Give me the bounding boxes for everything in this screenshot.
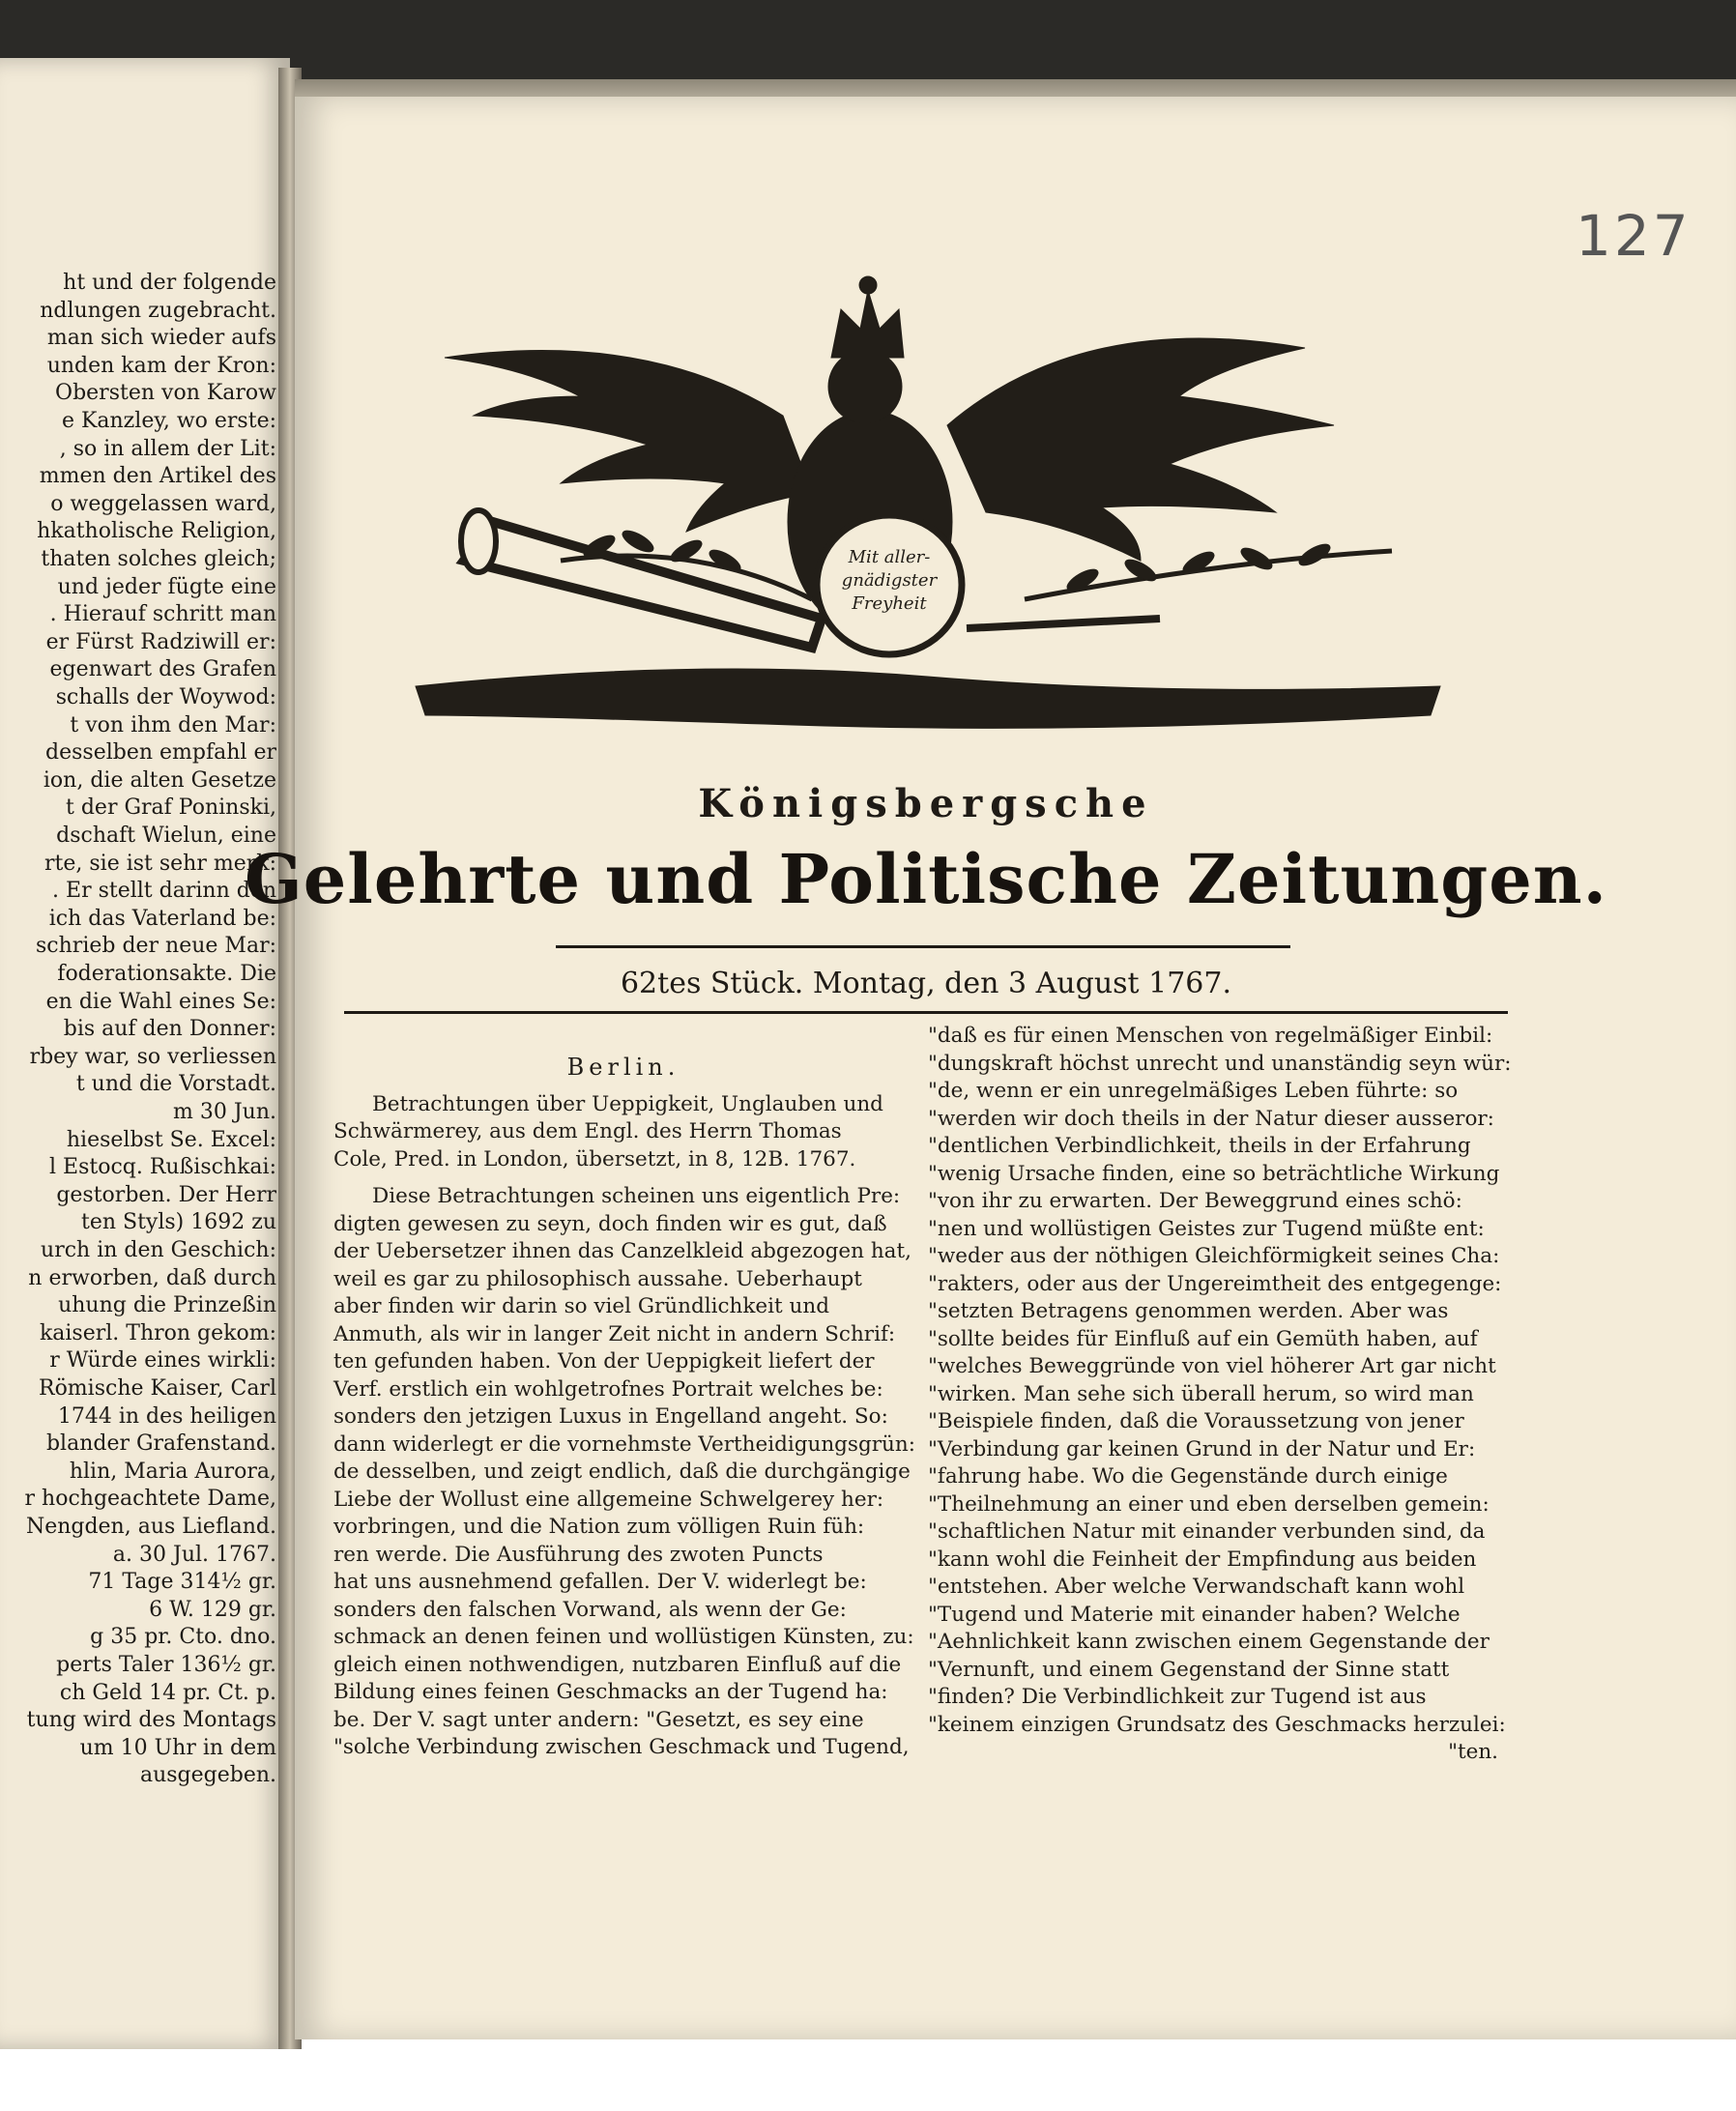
eagle-vignette-icon xyxy=(406,251,1450,754)
left-page-text-line: rbey war, so verliessen xyxy=(29,1044,276,1069)
left-page-text-line: r hochgeachtete Dame, xyxy=(24,1487,276,1512)
svg-text:gnädigster: gnädigster xyxy=(841,570,938,591)
article-line: "dentlichen Verbindlichkeit, theils in der Erfahrung xyxy=(928,1134,1471,1158)
left-page-text-line: ten Styls) 1692 zu xyxy=(80,1210,276,1235)
article-line: "kann wohl die Feinheit der Empfindung aus beiden xyxy=(928,1547,1477,1572)
left-page-text-line: man sich wieder aufs xyxy=(46,326,276,351)
article-line: "welches Beweggründe von viel höherer Art gar nicht xyxy=(928,1354,1496,1378)
left-page-text-line: um 10 Uhr in dem xyxy=(79,1735,276,1760)
article-line: sonders den falschen Vorwand, als wenn der Ge: xyxy=(333,1597,847,1622)
left-page-text-line: schalls der Woywod: xyxy=(55,685,276,709)
article-line: "dungskraft höchst unrecht und unanständig seyn wür: xyxy=(928,1051,1512,1076)
article-line: de desselben, und zeigt endlich, daß die durchgängige xyxy=(333,1460,911,1484)
left-page-text-line: t der Graf Poninski, xyxy=(66,795,276,821)
article-line: "entstehen. Aber welche Verwandschaft kann wohl xyxy=(928,1575,1465,1599)
article-line: "Theilnehmung an einer und eben derselben gemein: xyxy=(928,1491,1490,1517)
article-line: digten gewesen zu seyn, doch finden wir es gut, daß xyxy=(333,1211,887,1236)
left-page-text-line: t von ihm den Mar: xyxy=(70,712,276,737)
left-page-text-line: , so in allem der Lit: xyxy=(59,436,276,461)
left-page-text-line: ndlungen zugebracht. xyxy=(40,298,276,323)
article-line: sonders den jetzigen Luxus in Engelland angeht. So: xyxy=(333,1404,888,1429)
left-page-text-line: mmen den Artikel des xyxy=(39,464,276,489)
left-page-text-line: a. 30 Jul. 1767. xyxy=(112,1542,276,1567)
article-line: gleich einen nothwendigen, nutzbaren Einfluß auf die xyxy=(333,1652,902,1677)
article-line: be. Der V. sagt unter andern: "Gesetzt, es sey eine xyxy=(333,1707,864,1732)
left-page-text-line: dschaft Wielun, eine xyxy=(56,824,276,848)
left-page-text-line: g 35 pr. Cto. dno. xyxy=(90,1625,276,1650)
issue-line: 62tes Stück. Montag, den 3 August 1767. xyxy=(620,967,1232,1000)
paragraph-gap xyxy=(333,1173,913,1183)
article-line: "daß es für einen Menschen von regelmäßiger Einbil: xyxy=(928,1024,1493,1048)
left-page-text-line: perts Taler 136½ gr. xyxy=(56,1653,276,1677)
left-page-text-line: gestorben. Der Herr xyxy=(56,1182,276,1207)
article-line: Schwärmerey, aus dem Engl. des Herrn Thomas xyxy=(333,1119,842,1143)
left-page-text-line: Römische Kaiser, Carl xyxy=(39,1376,276,1401)
left-page-text-line: ion, die alten Gesetze xyxy=(43,767,276,793)
left-page-text-line: tung wird des Montags xyxy=(26,1708,276,1733)
left-page-text-line: unden kam der Kron: xyxy=(46,353,276,378)
article-line: "wirken. Man sehe sich überall herum, so wird man xyxy=(928,1381,1474,1406)
article-line: "ten. xyxy=(1448,1740,1498,1764)
left-page-text-line: bis auf den Donner: xyxy=(63,1017,276,1042)
left-page-text-line: egenwart des Grafen xyxy=(49,657,276,682)
left-page-text-line: 1744 in des heiligen xyxy=(57,1403,276,1429)
article-column-left xyxy=(333,1054,913,1762)
article-line: Diese Betrachtungen scheinen uns eigentlich Pre: xyxy=(372,1184,901,1208)
article-line: hat uns ausnehmend gefallen. Der V. widerlegt be: xyxy=(333,1570,867,1594)
left-page-text-line: 71 Tage 314½ gr. xyxy=(88,1570,276,1595)
left-page-text-line: en die Wahl eines Se: xyxy=(45,989,276,1014)
article-line: vorbringen, und die Nation zum völligen Ruin füh: xyxy=(333,1515,865,1539)
left-page xyxy=(0,58,290,2049)
article-line: "Verbindung gar keinen Grund in der Natur und Er: xyxy=(928,1436,1476,1461)
article-line: Verf. erstlich ein wohlgetrofnes Portrait welches be: xyxy=(333,1376,883,1402)
left-page-text-line: rte, sie ist sehr merk: xyxy=(44,851,276,876)
left-page-text-line: blander Grafenstand. xyxy=(45,1431,276,1457)
left-page-text-line: kaiserl. Thron gekom: xyxy=(39,1320,276,1345)
left-page-text-line: n erworben, daß durch xyxy=(28,1265,276,1290)
left-page-text-line: r Würde eines wirkli: xyxy=(49,1348,276,1374)
left-page-text-line: ht und der folgende xyxy=(63,271,276,295)
left-page-text-line: m 30 Jun. xyxy=(173,1100,276,1124)
masthead-title: Gelehrte und Politische Zeitungen. xyxy=(244,839,1608,919)
article-line: Liebe der Wollust eine allgemeine Schwelgerey her: xyxy=(333,1487,884,1512)
article-heading: Berlin. xyxy=(566,1054,680,1081)
article-line: Cole, Pred. in London, übersetzt, in 8, 12B. 1767. xyxy=(333,1146,856,1171)
svg-text:Mit aller-: Mit aller- xyxy=(848,547,931,567)
left-page-text-line: er Fürst Radziwill er: xyxy=(45,629,276,654)
article-line: "Aehnlichkeit kann zwischen einem Gegenstande der xyxy=(928,1630,1490,1654)
article-line: dann widerlegt er die vornehmste Vertheidigungsgrün: xyxy=(333,1431,915,1457)
article-line: ten gefunden haben. Von der Ueppigkeit liefert der xyxy=(333,1349,875,1374)
article-line: "weder aus der nöthigen Gleichförmigkeit seines Cha: xyxy=(928,1244,1500,1268)
article-line: "nen und wollüstigen Geistes zur Tugend müßte ent: xyxy=(928,1216,1485,1241)
article-line: Betrachtungen über Ueppigkeit, Unglauben und xyxy=(372,1091,883,1116)
left-page-text-line: l Estocq. Rußischkai: xyxy=(49,1155,276,1180)
article-column-right xyxy=(928,1023,1512,1767)
left-page-text-line: ich das Vaterland be: xyxy=(48,906,276,931)
article-line: "rakters, oder aus der Ungereimtheit des entgegenge: xyxy=(928,1271,1502,1296)
left-page-text-line: o weggelassen ward, xyxy=(50,491,276,516)
divider xyxy=(344,1011,1508,1014)
left-page-text-line: t und die Vorstadt. xyxy=(75,1072,276,1097)
masthead-pre-title: Königsbergsche xyxy=(698,781,1154,826)
left-page-text-line: foderationsakte. Die xyxy=(57,962,276,986)
article-line: "fahrung habe. Wo die Gegenstände durch einige xyxy=(928,1464,1448,1489)
left-page-text-line: hlin, Maria Aurora, xyxy=(69,1459,276,1484)
article-line: "wenig Ursache finden, eine so beträchtliche Wirkung xyxy=(928,1161,1500,1186)
article-line: aber finden wir darin so viel Gründlichkeit und xyxy=(333,1294,829,1318)
left-page-text-line: . Hierauf schritt man xyxy=(49,602,276,627)
left-page-text-line: desselben empfahl er xyxy=(45,740,276,766)
left-page-text-line: hkatholische Religion, xyxy=(37,519,276,544)
left-page-text-line: e Kanzley, wo erste: xyxy=(61,409,276,433)
left-page-text-line: 6 W. 129 gr. xyxy=(149,1597,276,1622)
article-line: "keinem einzigen Grundsatz des Geschmacks herzulei: xyxy=(928,1712,1506,1737)
article-line: "von ihr zu erwarten. Der Beweggrund eines schö: xyxy=(928,1189,1462,1213)
svg-text:Freyheit: Freyheit xyxy=(852,593,927,614)
left-page-text-line: urch in den Geschich: xyxy=(41,1238,276,1262)
article-line: "finden? Die Verbindlichkeit zur Tugend ist aus xyxy=(928,1685,1427,1709)
left-page-text-line: ausgegeben. xyxy=(139,1763,276,1788)
article-line: "werden wir doch theils in der Natur dieser ausseror: xyxy=(928,1106,1494,1131)
article-line: "Vernunft, und einem Gegenstand der Sinne statt xyxy=(928,1657,1450,1682)
article-line: schmack an denen feinen und wollüstigen Künsten, zu: xyxy=(333,1625,914,1649)
article-line: "setzten Betragens genommen werden. Aber was xyxy=(928,1299,1449,1323)
divider xyxy=(556,945,1290,948)
page-number: 127 xyxy=(1576,203,1692,269)
article-line: "solche Verbindung zwischen Geschmack und Tugend, xyxy=(333,1735,910,1759)
article-line: "sollte beides für Einfluß auf ein Gemüth haben, auf xyxy=(928,1326,1478,1351)
article-line: "Tugend und Materie mit einander haben? Welche xyxy=(928,1602,1461,1627)
article-line: der Uebersetzer ihnen das Canzelkleid abgezogen hat, xyxy=(333,1239,911,1263)
left-page-text-line: und jeder fügte eine xyxy=(57,574,276,599)
left-page-text-line: hieselbst Se. Excel: xyxy=(66,1127,276,1152)
article-line: ren werde. Die Ausführung des zwoten Puncts xyxy=(333,1542,824,1567)
left-page-text-line: ch Geld 14 pr. Ct. p. xyxy=(59,1680,276,1705)
article-line: "de, wenn er ein unregelmäßiges Leben führte: so xyxy=(928,1079,1459,1103)
left-page-text-line: Nengden, aus Liefland. xyxy=(25,1515,276,1539)
article-line: Anmuth, als wir in langer Zeit nicht in andern Schrif: xyxy=(333,1321,896,1346)
left-page-text-line: . Er stellt darinn den xyxy=(52,879,276,904)
left-page-text-line: thaten solches gleich; xyxy=(41,547,276,571)
article-line: Bildung eines feinen Geschmacks an der Tugend ha: xyxy=(333,1680,888,1704)
article-line: "schaftlichen Natur mit einander verbunden sind, da xyxy=(928,1519,1486,1544)
left-page-text-line: schrieb der neue Mar: xyxy=(36,934,276,959)
article-line: weil es gar zu philosophisch aussahe. Ueberhaupt xyxy=(333,1266,862,1291)
left-page-text-line: Obersten von Karow xyxy=(55,381,276,406)
article-line: "Beispiele finden, daß die Voraussetzung von jener xyxy=(928,1409,1464,1433)
left-page-text-line: uhung die Prinzeßin xyxy=(58,1293,276,1318)
